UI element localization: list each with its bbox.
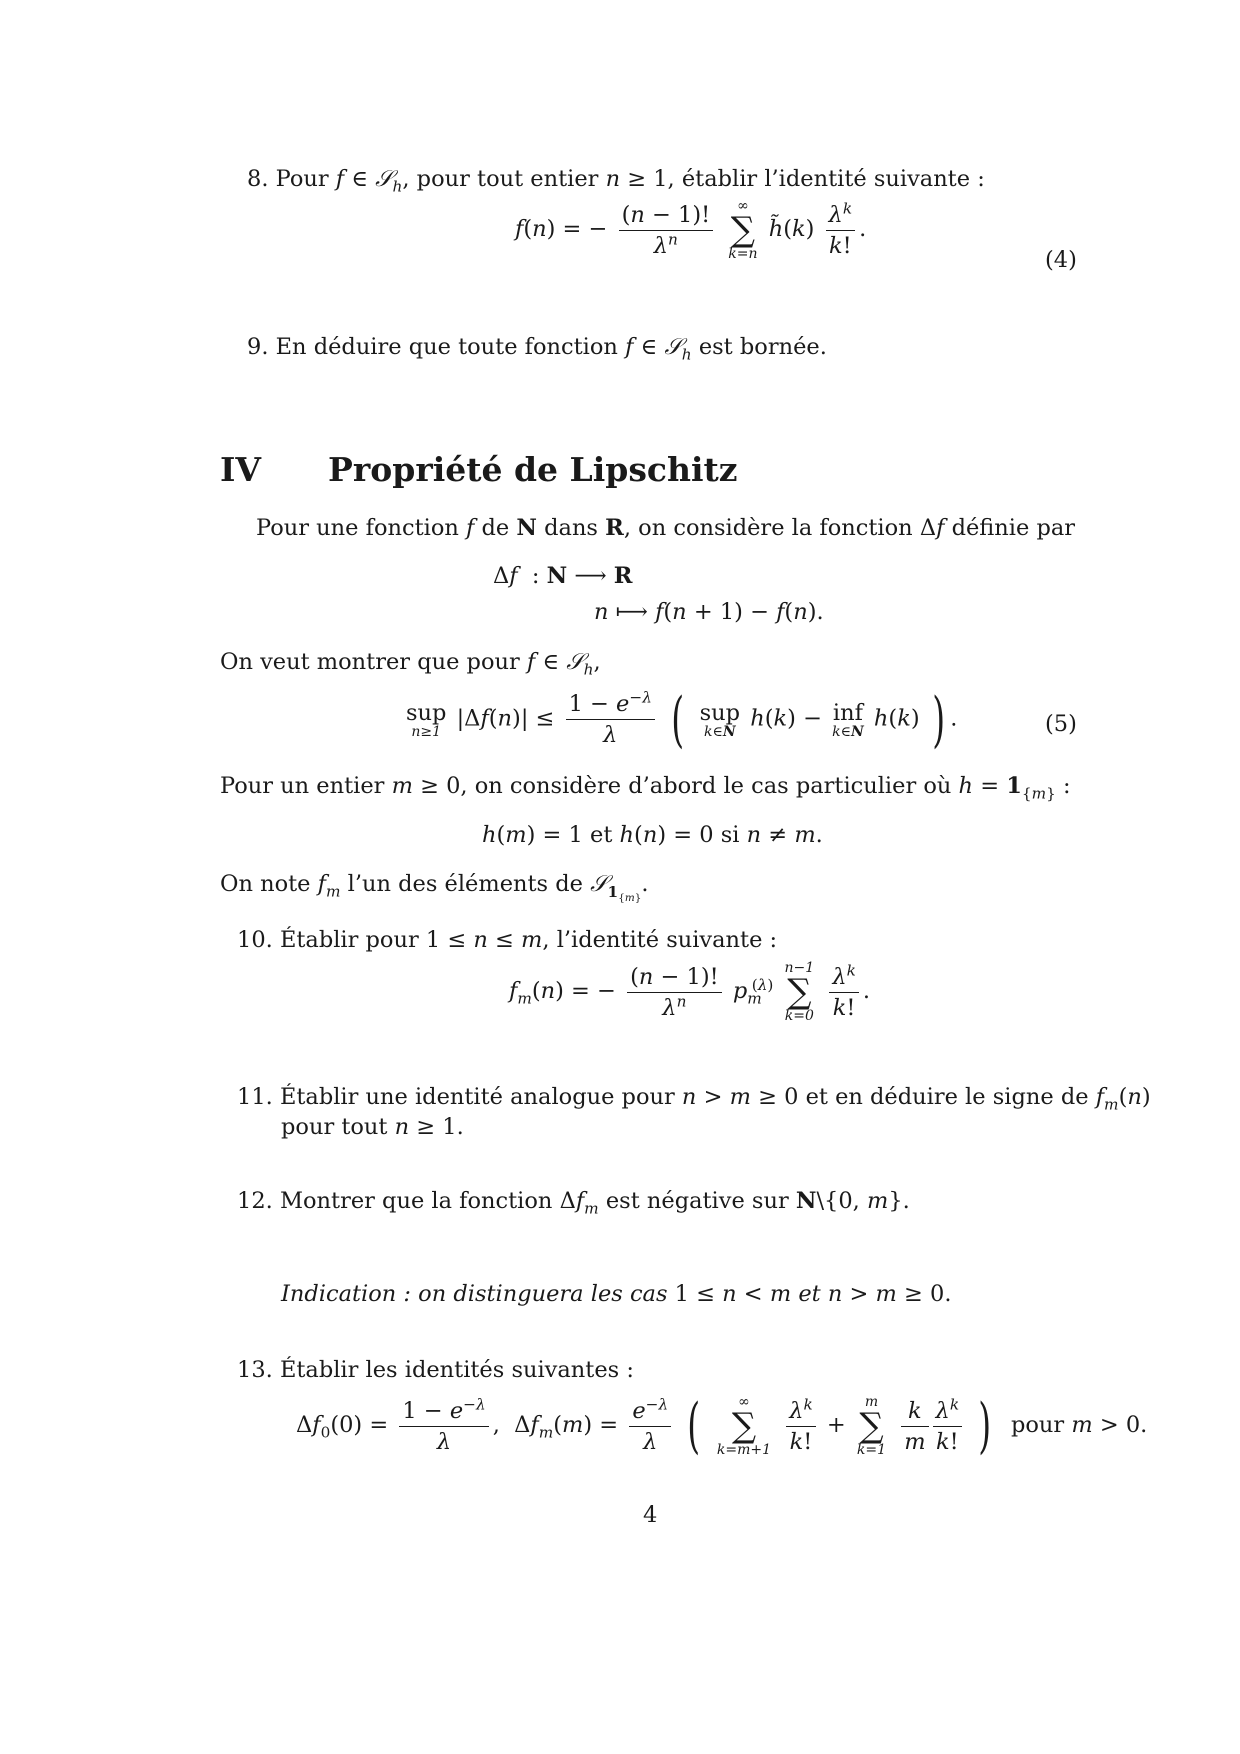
equation-4-tag: (4) [1045, 247, 1077, 273]
question-12-text-a: Montrer que la fonction [279, 1188, 553, 1214]
question-8: 8. Pour f ∈ 𝒮$_h$, pour tout entier n ≥ 1, établir l’identité suivante : [247, 166, 985, 196]
particular-text-b: , on considère d’abord le cas particulier où [460, 773, 952, 799]
question-13 [237, 1355, 634, 1385]
question-8-number: 8. [247, 166, 269, 192]
intro-text-a: Pour une fonction [256, 515, 459, 541]
question-13-tail: pour [1010, 1412, 1065, 1438]
question-8-text: établir l’identité suivante : [681, 166, 985, 192]
section-title: Propriété de Lipschitz [328, 450, 738, 489]
question-10: 10. Établir pour 1 ≤ n ≤ m, l’identité suivante : [237, 927, 778, 953]
question-12-text-b: est négative sur [605, 1188, 789, 1214]
intro-text-c: dans [544, 515, 598, 541]
equation-5: sup n≥1 |Δf(n)| ≤ $\frac{1 - e^{-\lambda}}{\lambda}$ ( sup k∈N h(k) − inf k∈N h(k) ) . [406, 684, 958, 755]
question-11-number: 11. [237, 1084, 273, 1110]
indicator-and: et [590, 822, 613, 848]
question-12-number: 12. [237, 1188, 273, 1214]
intro-text-b: de [481, 515, 510, 541]
question-9: 9. En déduire que toute fonction f ∈ 𝒮$_h$ est bornée. [247, 334, 827, 364]
show-line: On veut montrer que pour f ∈ 𝒮$_h$, [220, 649, 601, 679]
question-11-line2: pour tout n ≥ 1. [281, 1114, 464, 1140]
question-11-text-c: pour tout [281, 1114, 388, 1140]
note-text-a: On note [220, 871, 311, 897]
indicator-if: si [720, 822, 740, 848]
question-9-text-a: En déduire que toute fonction [275, 334, 618, 360]
question-10-text: l’identité suivante : [556, 927, 778, 953]
question-13-number: 13. [237, 1357, 273, 1383]
question-11-text-b: et en déduire le signe de [805, 1084, 1089, 1110]
section-heading [220, 450, 738, 489]
intro-paragraph: Pour une fonction f de N dans R, on considère la fonction Δf définie par [256, 515, 1076, 541]
equation-4: f(n) = − $\frac{(n - 1)!}{\lambda^n}$ ∞ ∑ k=n h̃(k) $\frac{\lambda^k}{k!}$ . [515, 198, 867, 262]
question-12: 12. Montrer que la fonction $\Delta f_m$ est négative sur N\{0, m}. [237, 1188, 910, 1218]
equation-q10: $f_m(n)$ = − $\frac{(n - 1)!}{\lambda^n}$ $p_m^{(\lambda)}$ n−1 ∑ k=0 $\frac{\lambda^k}{k!}$ . [509, 960, 871, 1024]
question-11: 11. Établir une identité analogue pour n > m ≥ 0 et en déduire le signe de $f_m(n)$ [237, 1084, 1151, 1114]
delta-def-line2: n ⟼ f(n + 1) − f(n). [594, 599, 824, 625]
note-fm: On note $f_m$ l’un des éléments de 𝒮$_{1_{\{m\}}}$. [220, 871, 649, 904]
equation-q13: $\Delta f_0(0)$ = $\frac{1 - e^{-\lambda}}{\lambda}$ , $\Delta f_m(m)$ = $\frac{e^{-\lambda}}{\lambda}$ ( ∞ ∑ k=m+1 $\frac{\lambda^k}{k!}$ + m ∑ k=1 $\frac{k}{m}$ $\frac{\lambda^k}{k!}$ ) pour m > 0. [296, 1391, 1148, 1461]
section-number: IV [220, 450, 262, 489]
intro-text-e: définie par [951, 515, 1076, 541]
question-9-text-b: est bornée. [698, 334, 827, 360]
indication-text: Indication : on distinguera les cas [281, 1281, 668, 1307]
show-text: On veut montrer que pour [220, 649, 520, 675]
question-11-text-a: Établir une identité analogue pour [279, 1084, 675, 1110]
note-text-b: l’un des éléments de [347, 871, 583, 897]
particular-text-a: Pour un entier [220, 773, 385, 799]
question-9-number: 9. [247, 334, 269, 360]
indicator-def: h(m) = 1 et h(n) = 0 si n ≠ m. [482, 822, 823, 848]
question-10-number: 10. [237, 927, 273, 953]
indication: Indication : on distinguera les cas 1 ≤ n < m et n > m ≥ 0. [281, 1281, 952, 1307]
page-number: 4 [643, 1502, 658, 1528]
question-13-text: Établir les identités suivantes : [279, 1357, 634, 1383]
delta-def-line1: Δf : N ⟶ R [493, 563, 633, 589]
equation-5-tag: (5) [1045, 711, 1077, 737]
intro-text-d: , on considère la fonction [623, 515, 913, 541]
particular-case: Pour un entier m ≥ 0, on considère d’abord le cas particulier où $h = 1_{\{m\}}$ : [220, 773, 1071, 803]
